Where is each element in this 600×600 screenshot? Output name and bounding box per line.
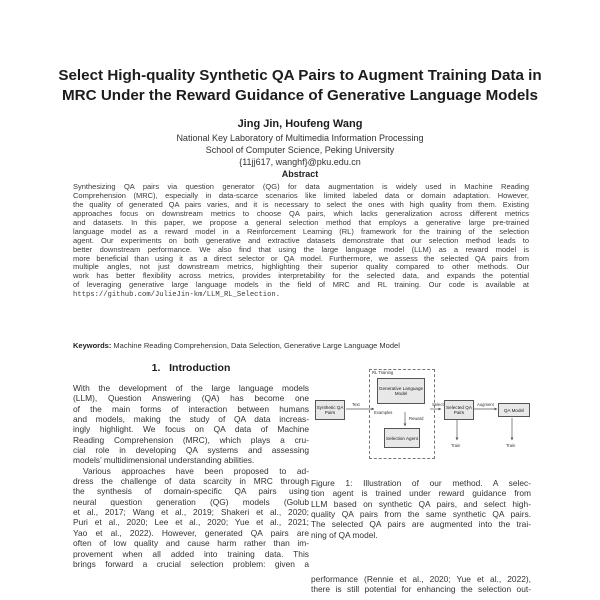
keywords: [73, 341, 533, 350]
abstract-url-line: [73, 290, 529, 299]
abstract-body: [73, 183, 529, 299]
synthetic-qa-box: Synthetic QA Pairs: [315, 400, 345, 420]
caption-line: quality QA pairs from the same synthetic QA pairs.: [311, 509, 531, 520]
title-line: Select High-quality Synthetic QA Pairs to Augment Training Data in: [58, 67, 542, 84]
right-line: performance (Rennie et al., 2020; Yue et al., 2022),: [311, 574, 531, 584]
abstract-line: better downstream performance. We also find that using the large language model (LLM) as a reward model is: [73, 245, 529, 254]
affiliation-lab: National Key Laboratory of Multimedia Information Processing: [176, 133, 424, 143]
intro-line: dress the challenge of data scarcity in MRC through: [73, 476, 309, 487]
author-emails: {11jj617, wanghf}@pku.edu.cn: [239, 157, 361, 167]
llm-box: Generative Language Model: [377, 378, 425, 404]
abstract-line: the quality of generated QA pairs varies, and it is necessary to select the ones with high quality from them. Existing: [73, 200, 529, 209]
intro-line: Puri et al., 2020; Lee et al., 2020; Yue et al., 2021;: [73, 517, 309, 528]
intro-line: Various approaches have been proposed to ad-: [83, 465, 309, 476]
abstract-line: and datasets. In this paper, we propose a general selection method that employs a generative large pre-trained: [73, 218, 529, 227]
intro-line: neural question generation (QG) models (Golub: [73, 496, 309, 507]
caption-line: tion agent is trained under reward guidance from: [311, 488, 531, 499]
abstract-heading: Abstract: [281, 169, 319, 179]
section-number: 1.: [151, 362, 161, 374]
keywords-label: Keywords:: [73, 341, 112, 350]
selected-qa-box: Selected QA Pairs: [444, 400, 474, 420]
keywords-text: Machine Reading Comprehension, Data Selection, Generative Large Language Model: [111, 341, 400, 350]
caption-line: The selected QA pairs are augmented into the trai-: [311, 519, 531, 530]
train-label-right: Train: [506, 443, 516, 448]
affiliation-school: School of Computer Science, Peking University: [205, 145, 395, 155]
select-label: Select: [432, 402, 444, 407]
caption-line: LLM based on synthetic QA pairs, and select high-: [311, 498, 531, 509]
section-title: Introduction: [169, 362, 231, 374]
abstract-line: Comprehension (MRC), especially in data-scarce scenarios like limited labeled data or domain adaptation. However,: [73, 191, 529, 200]
intro-line: With the development of the large language models: [73, 383, 309, 393]
title-line: MRC Under the Reward Guidance of Generative Language Models: [62, 87, 538, 104]
abstract-line: approaches focus on downstream metrics to choose QA pairs, which lacks generalization across different metrics: [73, 209, 529, 218]
abstract-line: more beneficial than using it as a direct selector or QA model. Furthermore, we assess the selected QA pairs from: [73, 254, 529, 263]
qa-model-box: QA Model: [498, 403, 530, 417]
right-column-text: [311, 574, 531, 595]
intro-line: the synthesis of domain-specific QA pairs using: [73, 486, 309, 497]
intro-line: ingly highlight. We focus on QA data of Machine: [73, 424, 309, 435]
abstract-line: Synthesizing QA pairs via question generator (QG) for data augmentation is widely used in Machine Reading: [73, 183, 529, 191]
train-label-left: Train: [451, 443, 461, 448]
abstract-line: agent. Our experiments on both generative and extractive datasets demonstrate that our selection method leads to: [73, 236, 529, 245]
intro-line: of the main forms of interaction between humans: [73, 403, 309, 414]
method-figure: [314, 366, 532, 466]
examples-label: Examples: [374, 410, 393, 415]
intro-line: brings forward a crucial selection problem: given a: [73, 558, 309, 569]
intro-line: models’ multidimensional understanding abilities.: [73, 455, 255, 466]
caption-line: Figure 1: Illustration of our method. A selec-: [311, 478, 531, 488]
intro-line: Reading Comprehension (MRC), which plays a cru-: [73, 434, 309, 445]
abstract-line: of leveraging generative large language models in the field of MRC and RL training. Our code is available at: [73, 281, 529, 290]
abstract-line: language model as a reward model in a Reinforcement Learning (RL) framework for the training of the selection: [73, 227, 529, 236]
code-link[interactable]: https://github.com/JulieJin-km/LLM_RL_Selection.: [73, 291, 281, 300]
intro-line: (LLM), Question Answering (QA) has become one: [73, 393, 309, 404]
right-line: there is still potential for enhancing the selection out-: [311, 584, 531, 595]
augment-label: Augment: [477, 402, 494, 407]
section-heading: [73, 362, 309, 374]
rl-training-label: RL Training: [372, 370, 394, 375]
intro-line: often of low quality and cause harm rather than im-: [73, 538, 309, 549]
intro-line: et al., 2017; Wang et al., 2019; Shakeri et al., 2020;: [73, 507, 309, 518]
caption-line: ning of QA model.: [311, 529, 378, 540]
abstract-line: multiple angles, not just downstream metrics, highlighting their superior quality compared to other methods. Our: [73, 263, 529, 272]
reward-label: Reward: [409, 416, 424, 421]
intro-line: provement when all added into training data. This: [73, 548, 309, 559]
selection-agent-box: Selection Agent: [384, 428, 420, 448]
figure-caption: [311, 478, 531, 540]
abstract-line: work has better flexibility across metrics, provides interpretability for the selected data, and expands the potential: [73, 272, 529, 281]
author-names: Jing Jin, Houfeng Wang: [237, 118, 363, 130]
text-label: Text: [352, 402, 360, 407]
intro-column: [73, 383, 309, 569]
paper-title: [40, 66, 560, 106]
intro-line: cial role in developing QA systems and assessing: [73, 445, 309, 456]
affiliation: [0, 132, 600, 168]
intro-line: and models, making the study of QA data increas-: [73, 414, 309, 425]
intro-line: Yao et al., 2022). However, generated QA pairs are: [73, 527, 309, 538]
